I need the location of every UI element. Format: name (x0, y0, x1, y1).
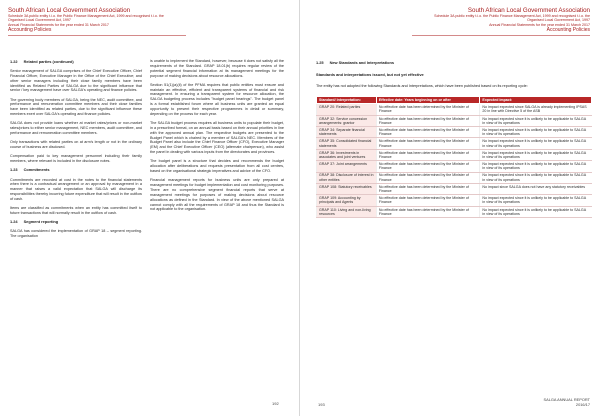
table-cell: No impact expected since it is unlikely to be applicable to SALGA in view of its operations (480, 206, 592, 217)
paragraph: The SALGA budget process requires all business units to populate their budget, in a prescribed format, on an annual basis based on their annual priorities in line with the approved annual plan. The respective budgets are presented to the Budget Panel which is chaired by a member of SALGA's NEC. Members of the Budget Panel also include the Chief Finance Officer (CFO), Executive Manager (EM) and the Chief Executive Officer (CEO) (alternate chairperson), who assist the panel in dealing with various inputs from the directorates and provinces. (150, 121, 284, 155)
table-row (317, 195, 592, 206)
table-header-row (317, 97, 592, 104)
subsection-heading: Standards and interpretations issued, but not yet effective (316, 72, 424, 77)
table-cell: GRAP 108: Statutory receivables (317, 183, 377, 194)
paragraph: Section 51(1)(a)(ii) of the PFMA requires that public entities must ensure and maintain an effective, efficient and transparent systems of financial and risk management. In ensuring a transparent system for resource allocation, the SALGA budgeting process includes "budget panel hearings". The budget panel is a formal established forum where all business units are granted an equal opportunity to present their respective programmes in detail or summary, depending on the process for each year. (150, 82, 284, 116)
paragraph: Senior management of SALGA comprises of the Chief Executive Officer, Chief Financial Officer, Executive Manager in the Office of the Chief Executive; and other senior managers including their close family members have been identified as Related Parties of SALGA due to the significant influence that senior / key management have over SALGA's operating and finance policies. (10, 69, 142, 93)
table-cell: No effective date has been determined by the Minister of Finance (376, 149, 480, 160)
paragraph: Items are classified as commitments when an entity has committed itself to future transactions that will normally result in the outflow of cash. (10, 206, 142, 215)
paragraph: SALGA does not provide loans whether at market rates/prices or non-market rates/prices to either senior management, NEC members, audit committee, and performance and remuneration committee members. (10, 121, 142, 136)
table-cell: No effective date has been determined by the Minister of Finance (376, 115, 480, 126)
header-policies: Accounting Policies (546, 26, 590, 33)
left-page (0, 0, 299, 416)
table-cell: No effective date has been determined by the Minister of Finance (376, 138, 480, 149)
table-cell: No effective date has been determined by the Minister of Finance (376, 172, 480, 183)
report-footer (544, 398, 591, 407)
table-cell: GRAP 37: Joint arrangements (317, 161, 377, 172)
section-heading-commitments: 1.23 Commitments (10, 167, 50, 173)
table-row (317, 138, 592, 149)
table-cell: GRAP 110: Living and non-living resources (317, 206, 377, 217)
table-cell: GRAP 32: Service concession arrangements: grantor (317, 115, 377, 126)
header-org: South African Local Government Association (8, 7, 131, 14)
paragraph: The budget panel is a structure that decides and recommends the budget allocation after deliberations and requests presentation from all cost centres, based on the organisational strategic imperatives and advice of the CFO. (150, 159, 284, 174)
section-heading-segment-reporting: 1.24 Segment reporting (10, 219, 59, 225)
left-column-b (150, 59, 284, 217)
paragraph: Only transactions with related parties on at arm's length or not in the ordinary course of business are disclosed. (10, 140, 142, 150)
table-cell: GRAP 36: Investments in associates and joint ventures (317, 149, 377, 160)
footer-report-title: SALGA ANNUAL REPORT (543, 397, 590, 402)
header-org: South African Local Government Association (467, 7, 590, 14)
table-cell: No impact expected since it is unlikely to be applicable to SALGA in view of its operations (480, 172, 592, 183)
paragraph: Financial management reports for business units are only prepared at management meetings for budget implementation and cost monitoring purposes. There are no comprehensive segment financial reports that serve at management meetings for purposes of making decisions about resource allocations as defined in the Standard. In view of the above mentioned SALGA cannot comply with all the requirements of GRAP 18 and thus the Standard is not applicable to the organisation. (150, 178, 284, 212)
table-cell: No effective date has been determined by the Minister of Finance (376, 161, 480, 172)
table-cell: GRAP 38: Disclosure of interest in other entities (317, 172, 377, 183)
table-row (317, 149, 592, 160)
header-doc-line2: Organised Local Government Act, 1997 (8, 18, 71, 23)
paragraph: The governing body members of SALGA, being the NEC, audit committee, and performance and remuneration committee members and their close families have been identified as related parties, due to the significant influence these members exert over SALGA's operating and finance policies. (10, 97, 142, 117)
table-cell: No effective date has been determined by the Minister of Finance (376, 127, 480, 138)
table-cell: No impact expected since it is unlikely to be applicable to SALGA in view of its operations (480, 161, 592, 172)
header-doc-line3: Annual Financial Statements for the year ended 31 March 2017 (489, 22, 590, 27)
table-cell: No impact expected since it is unlikely to be applicable to SALGA in view of its operations (480, 195, 592, 206)
table-cell: GRAP 34: Separate financial statements (317, 127, 377, 138)
table-cell: No impact expected since it is unlikely to be applicable to SALGA in view of its operations (480, 149, 592, 160)
page-number-left: 192 (272, 401, 279, 406)
paragraph: Commitments are recorded at cost in the notes to the financial statements when there is a contractual arrangement or an approval by management in a manner that raises a valid expectation that SALGA will discharge its responsibilities thereby incurring future expenditure that will result in the outflow of cash. (10, 177, 142, 201)
table-cell: GRAP 109: Accounting by principals and Agents (317, 195, 377, 206)
header-subtitle: Schedule 3A public entity t.i.o. the Public Finance Management Act, 1999 and recognised t.i.o. the (8, 14, 164, 18)
column-header: Expected impact: (480, 97, 592, 104)
table-row (317, 183, 592, 194)
right-page (300, 0, 600, 416)
paragraph: is unable to implement the Standard, however, because it does not satisfy all the requirements of the Standard. GRAP 18.01(b) requires regular review of the potential segment financial information at its management meetings for the purpose of making decisions about resource allocations. (150, 59, 284, 78)
left-column-a (10, 60, 142, 243)
table-cell: No impact since SALGA does not have any statutory receivables (480, 183, 592, 194)
table-cell: No impact expected since it is unlikely to be applicable to SALGA in view of its operations (480, 115, 592, 126)
table-cell: No effective date has been determined by the Minister of Finance (376, 206, 480, 217)
table-cell: No impact expected since it is unlikely to be applicable to SALGA in view of its operations (480, 138, 592, 149)
column-header: Effective date: Years beginning on or after (376, 97, 480, 104)
table-row (317, 161, 592, 172)
section-heading-new-standards: 1.25 New Standards and Interpretations (316, 60, 395, 65)
footer-report-year: 2016/17 (575, 401, 590, 407)
table-row (317, 206, 592, 217)
header-doc-line3: Annual Financial Statements for the year ended 31 March 2017 (8, 22, 109, 27)
paragraph: SALGA has considered the implementation of GRAP 18 – segment reporting. The organisation (10, 229, 142, 239)
table-cell: GRAP 35: Consolidated financial statements (317, 138, 377, 149)
intro-paragraph: The entity has not adopted the following Standards and Interpretations, which have been published based on its reporting cycle: (316, 84, 528, 88)
table-cell: GRAP 20: Related parties (317, 104, 377, 115)
table-cell: No effective date has been determined by the Minister of Finance (376, 104, 480, 115)
right-page-header (412, 7, 590, 36)
header-policies: Accounting Policies (8, 26, 52, 33)
column-header: Standard/ Interpretation: (317, 97, 377, 104)
table-cell: No effective date has been determined by the Minister of Finance (376, 195, 480, 206)
table-cell: No impact expected since it is unlikely to be applicable to SALGA in view of its operations (480, 127, 592, 138)
header-subtitle: Schedule 3A public entity t.i.o. the Public Finance Management Act, 1999 and recognised t.i.o. the (434, 14, 590, 18)
table-row (317, 104, 592, 115)
paragraph: Compensation paid to key management personnel including their family members, where relevant is included in the disclosure notes. (10, 154, 142, 164)
table-row (317, 127, 592, 138)
table-cell: No effective date has been determined by the Minister of Finance (376, 183, 480, 194)
standards-table (316, 96, 592, 218)
header-doc-line2: Organised Local Government Act, 1997 (527, 18, 590, 23)
table-row (317, 172, 592, 183)
table-row (317, 115, 592, 126)
section-heading-related-parties: 1.22 Related parties (continued) (10, 59, 74, 64)
left-page-header (8, 7, 186, 36)
table-cell: No impact expected since SALGA is already implementing IPSAS 20 in line with Directive 5 of the ASB (480, 104, 592, 115)
page-number-right: 193 (318, 402, 325, 407)
